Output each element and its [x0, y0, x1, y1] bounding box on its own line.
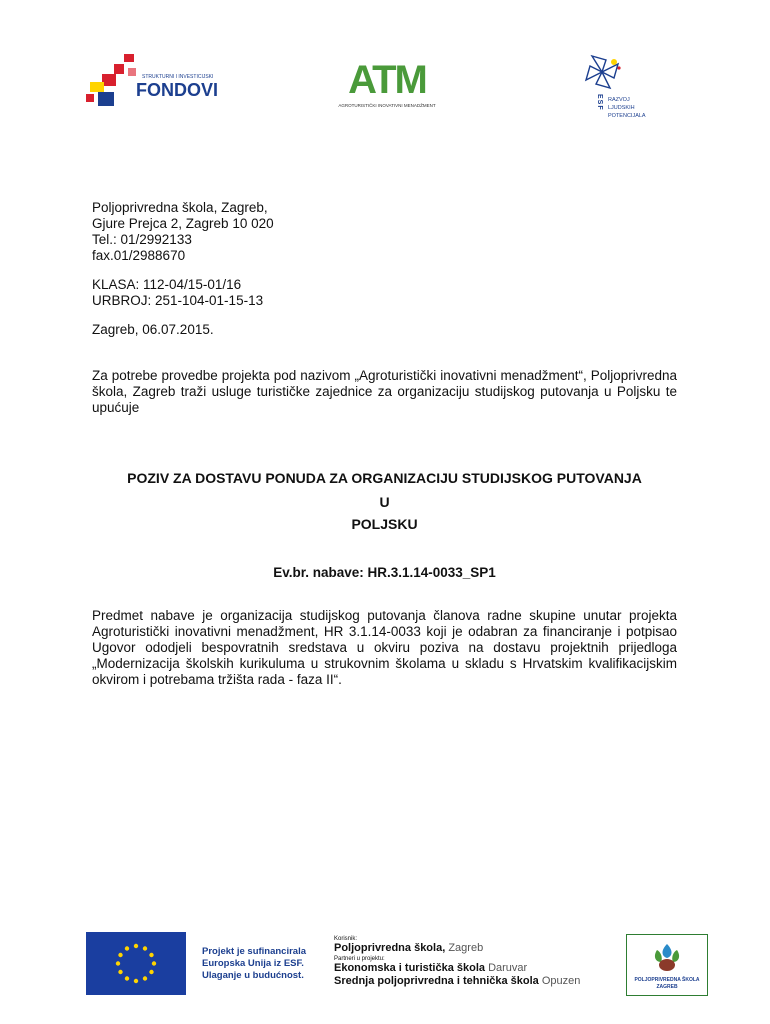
school-logo [626, 934, 708, 996]
beneficiary-city: Zagreb [448, 942, 484, 954]
atm-caption: AGROTURISTIČKI INOVATIVNI MENADŽMENT [338, 103, 436, 108]
eu-text-line: Ulaganje u budućnost. [202, 970, 304, 981]
school-emblem-icon [647, 938, 687, 972]
title-line-1: POZIV ZA DOSTAVU PONUDA ZA ORGANIZACIJU STUDIJSKOG PUTOVANJA [127, 470, 642, 486]
esf-caption [608, 96, 646, 120]
subject-paragraph: Predmet nabave je organizacija studijskog putovanja članova radne skupine unutar projekta Agroturistički inovativni menadžment, HR 3.1.14-0033 koji je odabran za financiranje i potpisao Ugovor ododjeli bespovratnih sredstava u okviru poziva na dostavu projektnih prijedloga „Modernizacija školskih kurikuluma u strukovnim školama u skladu s Hrvatskim kvalifikacijskim okvirom i potrebama tržišta rada - faza II“. [92, 608, 677, 687]
atm-logo [332, 58, 442, 118]
sender-line: Gjure Prejca 2, Zagreb 10 020 [92, 216, 274, 231]
eu-text-line: Europska Unija iz ESF. [202, 958, 304, 969]
fondovi-big-text: FONDOVI [136, 80, 219, 100]
fondovi-mark-icon [84, 50, 144, 110]
title-line-3: POLJSKU [351, 516, 418, 532]
eu-funding-text [202, 946, 306, 982]
atm-letters: ATM [348, 58, 426, 102]
partners-label: Partneri u projektu: [334, 956, 385, 962]
school-logo-line1: POLJOPRIVREDNA ŠKOLA [634, 977, 700, 983]
beneficiary-name: Poljoprivredna škola, [334, 942, 446, 954]
esf-line2: LJUDSKIH [608, 105, 635, 111]
eu-stars-icon [86, 932, 186, 995]
partner-2-name: Srednja poljoprivredna i tehnička škola [334, 975, 539, 987]
partner-2 [334, 975, 580, 988]
eu-text-line: Projekt je sufinancirala [202, 946, 307, 957]
partner-1-city: Daruvar [488, 962, 528, 974]
fondovi-small-text: STRUKTURNI I INVESTICIJSKI [142, 74, 214, 80]
beneficiary-label: Korisnik: [334, 936, 358, 942]
classification-block [92, 277, 263, 309]
eu-flag [86, 932, 186, 995]
procurement-number: Ev.br. nabave: HR.3.1.14-0033_SP1 [273, 565, 496, 580]
intro-paragraph: Za potrebe provedbe projekta pod nazivom „Agroturistički inovativni menadžment“, Poljoprivredna škola, Zagreb traži usluge turističke zajednice za organizaciju studijskog putovanja u Poljsku te upućuje [92, 368, 677, 415]
partners-block [334, 936, 580, 988]
klasa: KLASA: 112-04/15-01/16 [92, 277, 242, 292]
esf-acronym: ESF [596, 94, 603, 111]
sender-line: Poljoprivredna škola, Zagreb, [92, 200, 268, 215]
title-line-2: U [379, 494, 390, 510]
sender-line: Tel.: 01/2992133 [92, 232, 192, 247]
pinwheel-icon [582, 52, 622, 94]
school-logo-line2: ZAGREB [656, 984, 678, 990]
beneficiary [334, 942, 580, 955]
fondovi-logo [84, 50, 219, 110]
partner-1 [334, 962, 580, 975]
urbroj: URBROJ: 251-104-01-15-13 [92, 293, 264, 308]
partner-1-name: Ekonomska i turistička škola [334, 962, 486, 974]
sender-line: fax.01/2988670 [92, 248, 186, 263]
document-date: Zagreb, 06.07.2015. [92, 322, 214, 337]
partner-2-city: Opuzen [541, 975, 581, 987]
esf-line1: RAZVOJ [608, 97, 630, 103]
esf-line3: POTENCIJALA [608, 113, 646, 119]
sender-address [92, 200, 274, 264]
esf-logo [582, 52, 662, 122]
